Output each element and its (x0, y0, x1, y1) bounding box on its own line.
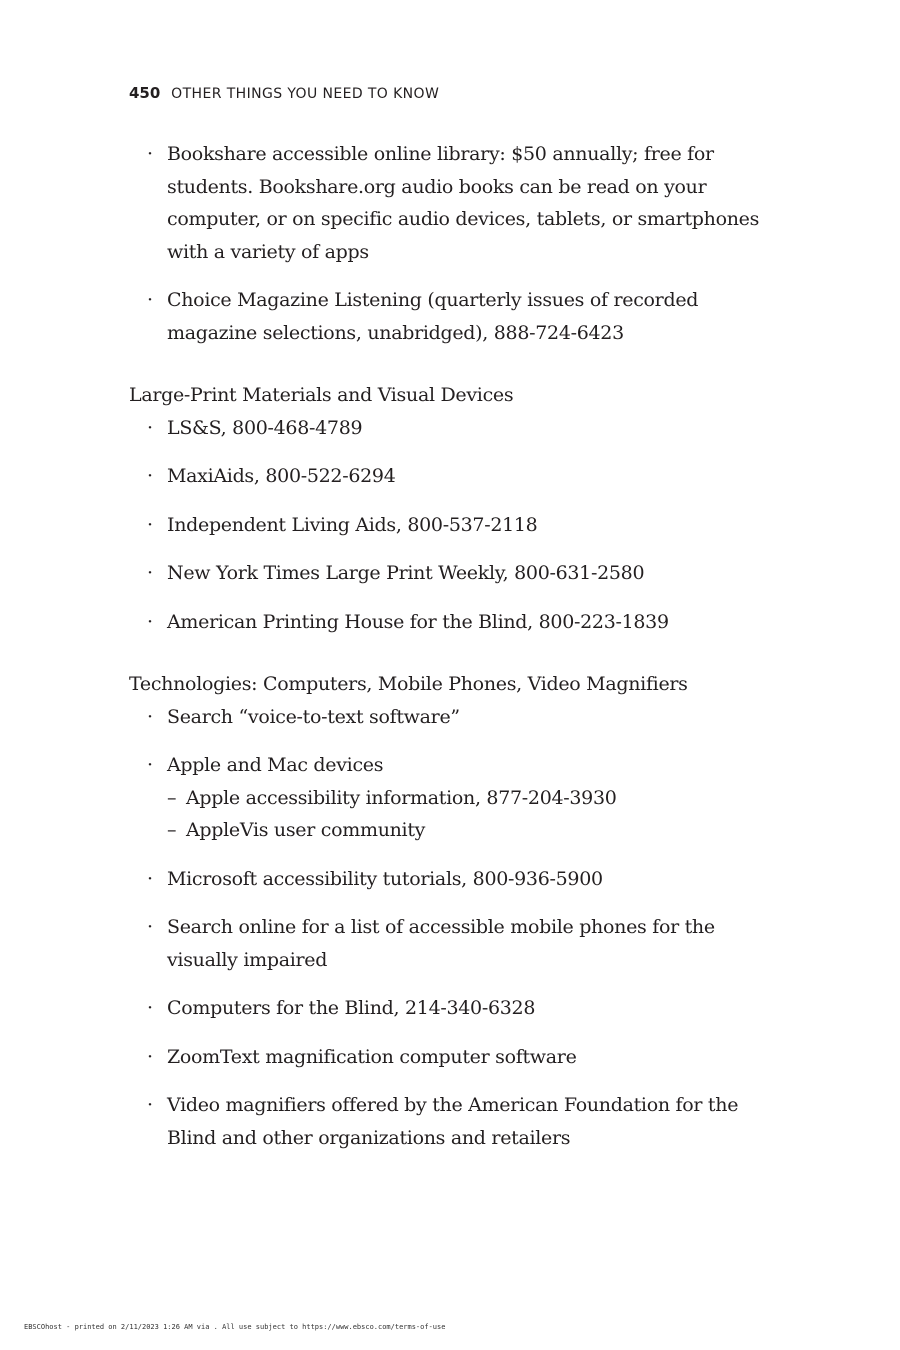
section-heading-large-print: Large-Print Materials and Visual Devices (129, 384, 514, 406)
list-item-bookshare: · Bookshare accessible online library: $50 annually; free for students. Bookshare.org audio books can be read on your computer, or on specific audio devices, tablets, or smartphones with a variety of apps (129, 138, 769, 268)
apple-item-label: Apple and Mac devices (167, 754, 384, 776)
sublist-item: – AppleVis user community (167, 814, 769, 847)
running-title: OTHER THINGS YOU NEED TO KNOW (171, 86, 440, 102)
running-head (129, 84, 439, 102)
page-body (129, 138, 769, 1154)
list-item-computers-blind: · Computers for the Blind, 214-340-6328 (129, 992, 769, 1025)
list-item-mobile-phones: · Search online for a list of accessible mobile phones for the visually impaired (129, 911, 769, 976)
list-item-zoomtext: · ZoomText magnification computer software (129, 1041, 769, 1074)
list-item-choice-magazine: · Choice Magazine Listening (quarterly issues of recorded magazine selections, unabridged), 888-724-6423 (129, 284, 769, 349)
apple-sublist (167, 782, 769, 847)
list-item-search-voice: · Search “voice-to-text software” (129, 701, 769, 734)
audio-list (129, 138, 769, 349)
technologies-list (129, 701, 769, 1155)
large-print-list (129, 412, 769, 639)
section-heading-technologies: Technologies: Computers, Mobile Phones, Video Magnifiers (129, 673, 688, 695)
list-item-microsoft: · Microsoft accessibility tutorials, 800-936-5900 (129, 863, 769, 896)
list-item-video-magnifiers: · Video magnifiers offered by the American Foundation for the Blind and other organizations and retailers (129, 1089, 769, 1154)
sublist-item: – Apple accessibility information, 877-204-3930 (167, 782, 769, 815)
page-number: 450 (129, 84, 161, 102)
list-item: · American Printing House for the Blind, 800-223-1839 (129, 606, 769, 639)
list-item: · MaxiAids, 800-522-6294 (129, 460, 769, 493)
list-item-apple (129, 749, 769, 847)
list-item: · LS&S, 800-468-4789 (129, 412, 769, 445)
list-item: · Independent Living Aids, 800-537-2118 (129, 509, 769, 542)
print-footer: EBSCOhost - printed on 2/11/2023 1:26 AM via . All use subject to https://www.ebsco.com/terms-of-use (24, 1323, 446, 1331)
list-item: · New York Times Large Print Weekly, 800-631-2580 (129, 557, 769, 590)
